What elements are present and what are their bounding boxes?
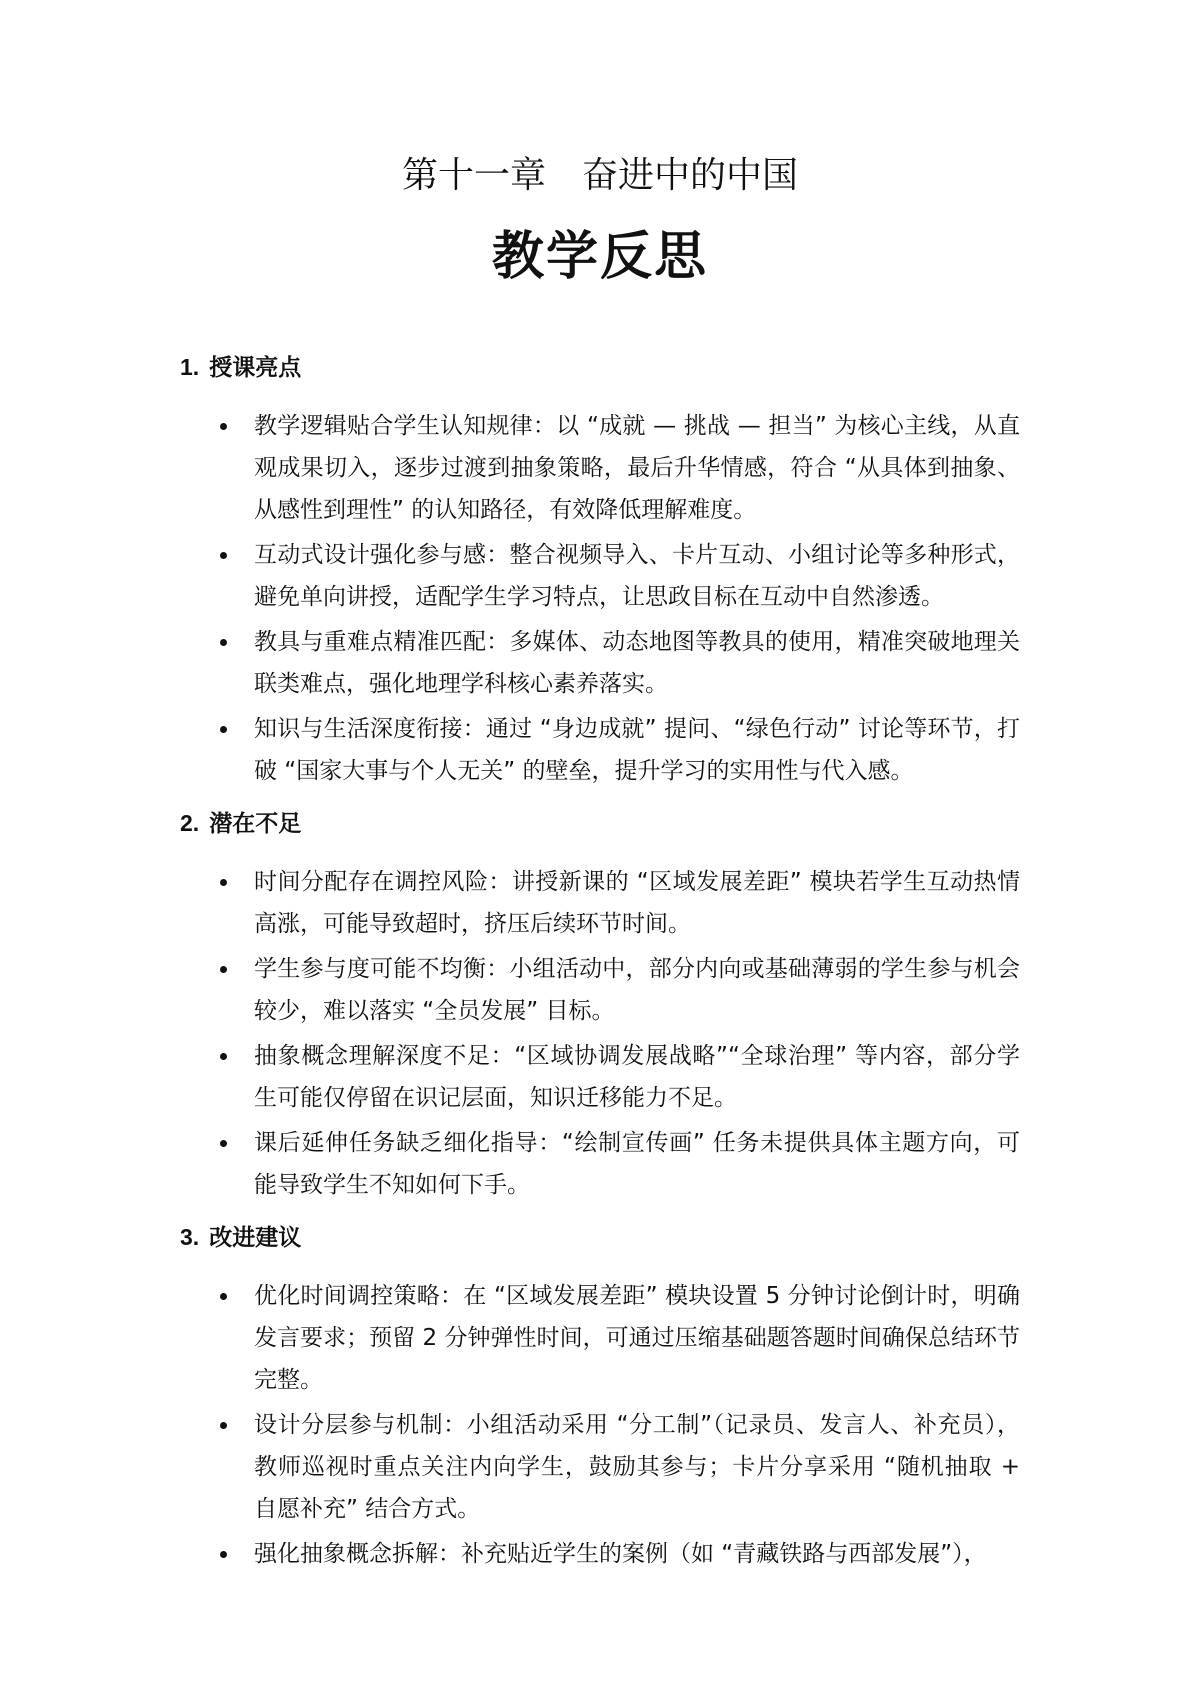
list-item	[180, 708, 1020, 792]
section-heading	[180, 350, 1020, 385]
chapter-title: 第十一章 奋进中的中国	[401, 155, 798, 196]
list-item	[180, 1122, 1020, 1206]
bullet-icon	[220, 966, 227, 973]
list-item-text: 教学逻辑贴合学生认知规律：以 “成就 — 挑战 — 担当” 为核心主线，从直观成果切入，逐步过渡到抽象策略，最后升华情感，符合 “从具体到抽象、从感性到理性” 的认知路径，有效降低理解难度。	[254, 413, 1020, 523]
bullet-list	[180, 405, 1020, 792]
list-item-text: 学生参与度可能不均衡：小组活动中，部分内向或基础薄弱的学生参与机会较少，难以落实 “全员发展” 目标。	[254, 956, 1020, 1024]
document-body	[180, 350, 1020, 1589]
list-item	[180, 1275, 1020, 1401]
section-number: 3.	[180, 1224, 200, 1250]
bullet-icon	[220, 1140, 227, 1147]
list-item	[180, 1404, 1020, 1530]
list-item-text: 教具与重难点精准匹配：多媒体、动态地图等教具的使用，精准突破地理关联类难点，强化地理学科核心素养落实。	[254, 629, 1020, 697]
bullet-list	[180, 1275, 1020, 1575]
bullet-list	[180, 861, 1020, 1206]
section-title: 改进建议	[209, 1225, 302, 1251]
list-item	[180, 861, 1020, 945]
list-item-text: 知识与生活深度衔接：通过 “身边成就” 提问、“绿色行动” 讨论等环节，打破 “国家大事与个人无关” 的壁垒，提升学习的实用性与代入感。	[254, 716, 1020, 784]
list-item-text: 优化时间调控策略：在 “区域发展差距” 模块设置 5 分钟讨论倒计时，明确发言要求；预留 2 分钟弹性时间，可通过压缩基础题答题时间确保总结环节完整。	[254, 1283, 1020, 1393]
bullet-icon	[220, 726, 227, 733]
bullet-icon	[220, 1551, 227, 1558]
bullet-icon	[220, 639, 227, 646]
list-item	[180, 1035, 1020, 1119]
list-item	[180, 621, 1020, 705]
list-item-text: 课后延伸任务缺乏细化指导：“绘制宣传画” 任务未提供具体主题方向，可能导致学生不知如何下手。	[254, 1130, 1020, 1198]
bullet-icon	[220, 879, 227, 886]
bullet-icon	[220, 1422, 227, 1429]
section-improvements	[180, 1220, 1020, 1575]
list-item	[180, 534, 1020, 618]
section-number: 1.	[180, 354, 200, 380]
section-heading	[180, 1220, 1020, 1255]
section-shortcomings	[180, 806, 1020, 1206]
section-title: 授课亮点	[209, 355, 302, 381]
section-title: 潜在不足	[209, 811, 302, 837]
bullet-icon	[220, 552, 227, 559]
list-item-text: 时间分配存在调控风险：讲授新课的 “区域发展差距” 模块若学生互动热情高涨，可能导致超时，挤压后续环节时间。	[254, 869, 1020, 937]
page-title: 教学反思	[491, 227, 708, 287]
list-item-text: 抽象概念理解深度不足：“区域协调发展战略”“全球治理” 等内容，部分学生可能仅停留在识记层面，知识迁移能力不足。	[254, 1043, 1020, 1111]
section-heading	[180, 806, 1020, 841]
list-item	[180, 1533, 1020, 1575]
bullet-icon	[220, 423, 227, 430]
list-item-text: 设计分层参与机制：小组活动采用 “分工制”（记录员、发言人、补充员），教师巡视时重点关注内向学生，鼓励其参与；卡片分享采用 “随机抽取 + 自愿补充” 结合方式。	[254, 1412, 1020, 1522]
bullet-icon	[220, 1293, 227, 1300]
section-number: 2.	[180, 810, 200, 836]
section-highlights	[180, 350, 1020, 792]
list-item-text: 互动式设计强化参与感：整合视频导入、卡片互动、小组讨论等多种形式，避免单向讲授，适配学生学习特点，让思政目标在互动中自然渗透。	[254, 542, 1020, 610]
list-item	[180, 405, 1020, 531]
bullet-icon	[220, 1053, 227, 1060]
list-item-text: 强化抽象概念拆解：补充贴近学生的案例（如 “青藏铁路与西部发展”），	[254, 1541, 987, 1567]
list-item	[180, 948, 1020, 1032]
